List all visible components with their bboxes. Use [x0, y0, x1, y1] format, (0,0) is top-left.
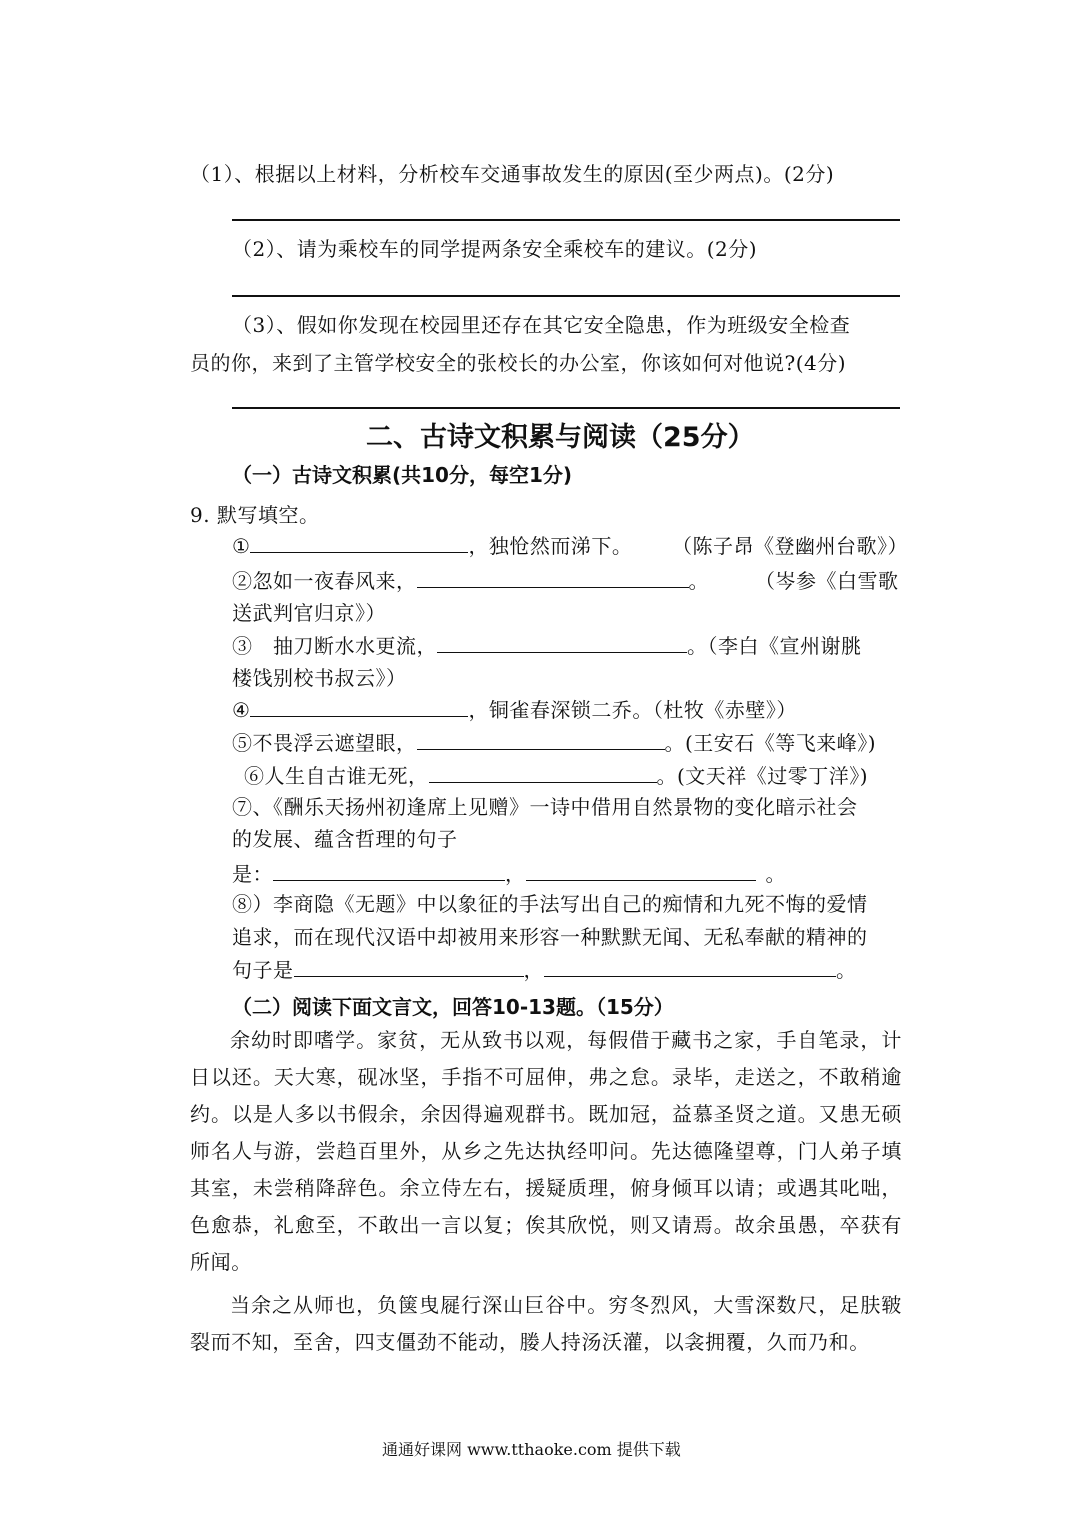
answer-line-2[interactable] [232, 295, 900, 297]
item-text: ③ 抽刀断水水更流， [232, 634, 437, 658]
part1-title: （一）古诗文积累(共10分，每空1分) [232, 463, 573, 487]
blank-6[interactable] [429, 764, 657, 783]
q8-sub1: （1）、根据以上材料，分析校车交通事故发生的原因(至少两点)。(2分) [190, 162, 835, 186]
q9-item-3-source-cont: 楼饯别校书叔云》） [232, 666, 407, 690]
q9-item-2 [232, 565, 709, 594]
item-text: ，铜雀春深锁二乔。（杜牧《赤壁》） [468, 698, 797, 722]
item-text: 。 [836, 958, 857, 982]
item-text: 。 [765, 862, 786, 886]
q8-sub3-line2: 员的你，来到了主管学校安全的张校长的办公室，你该如何对他说?(4分) [190, 351, 847, 375]
answer-line-3[interactable] [232, 407, 900, 409]
q9-item-5 [232, 727, 876, 756]
q9-item-2-source-cont: 送武判官归京》） [232, 601, 386, 625]
answer-line-1[interactable] [232, 219, 900, 221]
item-marker: ④ [232, 698, 251, 722]
item-text: ⑤不畏浮云遮望眼， [232, 731, 417, 755]
item-text: ，独怆然而涕下。 [468, 534, 633, 558]
q9-item-7-line1: ⑦、《酬乐天扬州初逢席上见赠》一诗中借用自然景物的变化暗示社会 [232, 795, 858, 819]
q8-sub2: （2）、请为乘校车的同学提两条安全乘校车的建议。(2分) [232, 237, 758, 261]
q9-item-3 [232, 630, 862, 659]
blank-5[interactable] [417, 731, 665, 750]
q9-item-6 [244, 760, 868, 789]
item-text: 。(王安石《等飞来峰》) [664, 731, 877, 755]
blank-7a[interactable] [273, 862, 505, 881]
part2-title: （二）阅读下面文言文，回答10-13题。（15分） [232, 995, 674, 1019]
item-text: ⑥人生自古谁无死， [244, 764, 429, 788]
page-footer: 通通好课网 www.tthaoke.com 提供下载 [382, 1440, 681, 1459]
q9-item-1 [232, 530, 632, 559]
item-text: 是： [232, 862, 273, 886]
reading-paragraph-2: 当余之从师也，负箧曳屣行深山巨谷中。穷冬烈风，大雪深数尺，足肤皲裂而不知，至舍，四支僵劲不能动，媵人持汤沃灌，以衾拥覆，久而乃和。 [190, 1293, 902, 1354]
q9-item-7-line2: 的发展、蕴含哲理的句子 [232, 827, 458, 851]
q9-item-2-source: （岑参《白雪歌 [755, 569, 899, 593]
q9-item-4 [232, 694, 797, 723]
reading-paragraph-1: 余幼时即嗜学。家贫，无从致书以观，每假借于藏书之家，手自笔录，计日以还。天大寒，砚冰坚，手指不可屈伸，弗之怠。录毕，走送之，不敢稍逾约。以是人多以书假余，余因得遍观群书。既加冠，益慕圣贤之道。又患无硕师名人与游，尝趋百里外，从乡之先达执经叩问。先达德隆望尊，门人弟子填其室，未尝稍降辞色。余立侍左右，援疑质理，俯身倾耳以请；或遇其叱咄，色愈恭，礼愈至，不敢出一言以复；俟其欣悦，则又请焉。故余虽愚，卒获有所闻。 [190, 1028, 902, 1274]
item-marker: ① [232, 534, 251, 558]
q9-item-8-line1: ⑧）李商隐《无题》中以象征的手法写出自己的痴情和九死不悔的爱情 [232, 892, 868, 916]
q8-sub3-line1: （3）、假如你发现在校园里还存在其它安全隐患，作为班级安全检查 [232, 313, 851, 337]
item-text: 句子是 [232, 958, 294, 982]
q9-item-7-line3 [232, 858, 786, 887]
section-title: 二、古诗文积累与阅读（25分） [366, 422, 755, 453]
blank-2[interactable] [417, 569, 689, 588]
item-text: ， [523, 958, 544, 982]
q9-item-1-source: （陈子昂《登幽州台歌》） [672, 534, 908, 558]
blank-3[interactable] [437, 634, 687, 653]
item-text: ②忽如一夜春风来， [232, 569, 417, 593]
blank-1[interactable] [250, 534, 468, 553]
q9-stem: 9. 默写填空。 [190, 503, 320, 527]
blank-7b[interactable] [526, 862, 756, 881]
item-text: 。 [688, 569, 709, 593]
item-text: 。（李白《宣州谢朓 [687, 634, 862, 658]
blank-8b[interactable] [544, 958, 836, 977]
blank-4[interactable] [250, 698, 468, 717]
item-text: ， [505, 862, 526, 886]
item-text: 。(文天祥《过零丁洋》) [656, 764, 869, 788]
blank-8a[interactable] [294, 958, 524, 977]
q9-item-8-line2: 追求，而在现代汉语中却被用来形容一种默默无闻、无私奉献的精神的 [232, 925, 868, 949]
q9-item-8-line3 [232, 954, 857, 983]
